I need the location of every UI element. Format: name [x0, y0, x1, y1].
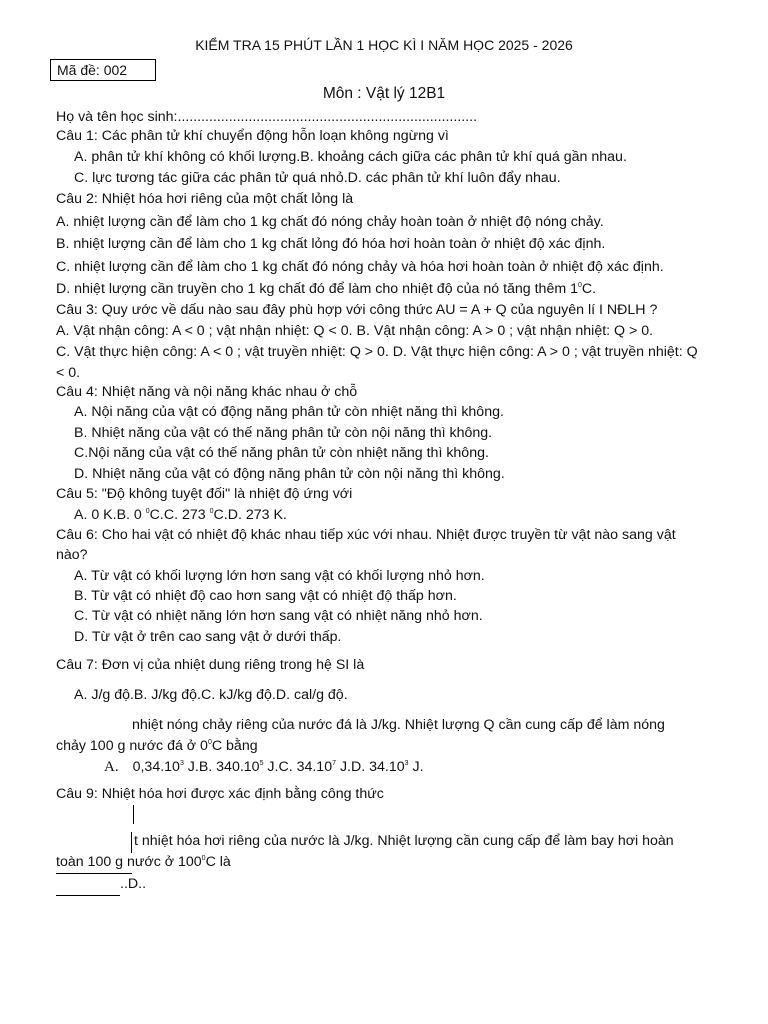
subject-title: Môn : Vật lý 12B1 — [322, 85, 446, 102]
question-10-stem-text: toàn 100 g nước ở 100 — [56, 854, 202, 870]
question-1-options-cd: C. lực tương tác giữa các phân tử quá nhỏ.D. các phân tử khí luôn đẩy nhau. — [74, 170, 561, 186]
question-10-stem-unit: C là — [205, 854, 231, 870]
question-3-stem: Câu 3: Quy ước về dấu nào sau đây phù hợp với công thức AU = A + Q của nguyên lí I NĐLH ? — [56, 302, 658, 318]
question-3-options-cd-cont: < 0. — [56, 365, 81, 381]
question-3-options-ab: A. Vật nhận công: A < 0 ; vật nhận nhiệt: Q < 0. B. Vật nhận công: A > 0 ; vật nhận nhiệt: Q > 0. — [56, 323, 654, 339]
question-6-stem: Câu 6: Cho hai vật có nhiệt độ khác nhau tiếp xúc với nhau. Nhiệt được truyền từ vật nào sang vật — [56, 527, 676, 543]
question-7-stem: Câu 7: Đơn vị của nhiệt dung riêng trong hệ SI là — [56, 657, 365, 673]
question-1-options-ab: A. phân tử khí không có khối lượng.B. khoảng cách giữa các phân tử khí quá gần nhau. — [74, 149, 627, 165]
exponent-superscript: 7 — [332, 760, 336, 767]
question-8-option-c: J.C. 34.10 — [263, 759, 333, 775]
question-2-option-a: A. nhiệt lượng cần để làm cho 1 kg chất đó nóng chảy hoàn toàn ở nhiệt độ nóng chảy. — [56, 214, 604, 230]
question-8-option-a: 0,34.10 — [132, 759, 180, 775]
question-2-option-d — [56, 282, 596, 296]
question-7-options: A. J/g độ.B. J/kg độ.C. kJ/kg độ.D. cal/g độ. — [74, 687, 348, 703]
question-8-option-b: J.B. 340.10 — [183, 759, 260, 775]
exam-code-box — [50, 59, 156, 81]
question-6-option-a: A. Từ vật có khối lượng lớn hơn sang vật có khối lượng nhỏ hơn. — [74, 568, 485, 584]
question-8-option-end: J. — [408, 759, 424, 775]
question-5-option-a: A. 0 K.B. 0 — [74, 507, 146, 523]
degree-superscript: 0 — [201, 855, 206, 862]
student-name-line: Họ và tên học sinh:............................................................................ — [56, 109, 478, 125]
question-1-stem: Câu 1: Các phân tử khí chuyển động hỗn loạn không ngừng vì — [56, 128, 449, 144]
question-10-stem: t nhiệt hóa hơi riêng của nước là J/kg. Nhiệt lượng cần cung cấp để làm bay hơi hoàn — [134, 833, 674, 849]
degree-superscript: 0 — [145, 508, 150, 515]
question-8-stem-cont — [56, 739, 258, 753]
question-2-option-b: B. nhiệt lượng cần để làm cho 1 kg chất lỏng đó hóa hơi hoàn toàn ở nhiệt độ xác định. — [56, 236, 606, 252]
question-8-stem-unit: C bằng — [211, 738, 258, 754]
question-5-stem: Câu 5: "Độ không tuyệt đối" là nhiệt độ ứng với — [56, 486, 353, 502]
question-3-options-cd: C. Vật thực hiện công: A < 0 ; vật truyền nhiệt: Q > 0. D. Vật thực hiện công: A > 0 ; vật truyền nhiệt: Q — [56, 344, 698, 360]
question-4-option-d: D. Nhiệt năng của vật có động năng phân tử còn nội năng thì không. — [74, 466, 505, 482]
question-6-option-d: D. Từ vật ở trên cao sang vật ở dưới thấp. — [74, 629, 342, 645]
degree-superscript: 0 — [209, 508, 214, 515]
text-cursor-mark — [133, 805, 134, 824]
question-2-stem: Câu 2: Nhiệt hóa hơi riêng của một chất lỏng là — [56, 191, 354, 207]
question-6-option-b: B. Từ vật có nhiệt độ cao hơn sang vật có nhiệt độ thấp hơn. — [74, 588, 457, 604]
degree-superscript: 0 — [578, 282, 582, 289]
question-6-option-c: C. Từ vật có nhiệt năng lớn hơn sang vật có nhiệt năng nhỏ hơn. — [74, 608, 483, 624]
question-10-options: ..D.. — [120, 876, 147, 892]
text-cursor-mark — [131, 832, 132, 853]
exponent-superscript: 3 — [404, 760, 409, 767]
question-8-options — [104, 760, 424, 775]
underline-rule — [56, 895, 120, 896]
question-4-option-b: B. Nhiệt năng của vật có thế năng phân tử còn nội năng thì không. — [74, 425, 493, 441]
question-8-option-label: A. — [104, 759, 119, 775]
exam-title: KIỂM TRA 15 PHÚT LẦN 1 HỌC KÌ I NĂM HỌC 2025 - 2026 — [195, 37, 573, 53]
underline-rule — [56, 873, 132, 874]
question-8-option-d: J.D. 34.10 — [336, 759, 405, 775]
question-8-stem-text: chảy 100 g nước đá ở 0 — [56, 738, 208, 754]
degree-superscript: 0 — [207, 739, 212, 746]
question-5-options — [74, 508, 287, 522]
question-2-option-d-text: D. nhiệt lượng cần truyền cho 1 kg chất đó để làm cho nhiệt độ của nó tăng thêm 1 — [56, 281, 578, 297]
exam-code: Mã đề: 002 — [57, 62, 128, 78]
exponent-superscript: 3 — [179, 760, 184, 767]
question-10-stem-cont — [56, 855, 231, 869]
question-4-stem: Câu 4: Nhiệt năng và nội năng khác nhau ở chỗ — [56, 384, 358, 400]
question-9-stem: Câu 9: Nhiệt hóa hơi được xác định bằng công thức — [56, 786, 384, 802]
question-2-option-d-unit: C. — [581, 281, 597, 297]
question-4-option-a: A. Nội năng của vật có động năng phân tử còn nhiệt năng thì không. — [74, 404, 504, 420]
question-8-stem: nhiệt nóng chảy riêng của nước đá là J/kg. Nhiệt lượng Q cần cung cấp để làm nóng — [132, 717, 665, 733]
question-5-option-c: C.D. 273 K. — [213, 507, 287, 523]
exponent-superscript: 5 — [259, 760, 264, 767]
question-4-option-c: C.Nội năng của vật có thế năng phân tử còn nhiệt năng thì không. — [74, 445, 489, 461]
question-5-option-b: C.C. 273 — [149, 507, 210, 523]
question-2-option-c: C. nhiệt lượng cần để làm cho 1 kg chất đó nóng chảy và hóa hơi hoàn toàn ở nhiệt độ xác định. — [56, 259, 664, 275]
question-6-stem-cont: nào? — [56, 547, 88, 563]
